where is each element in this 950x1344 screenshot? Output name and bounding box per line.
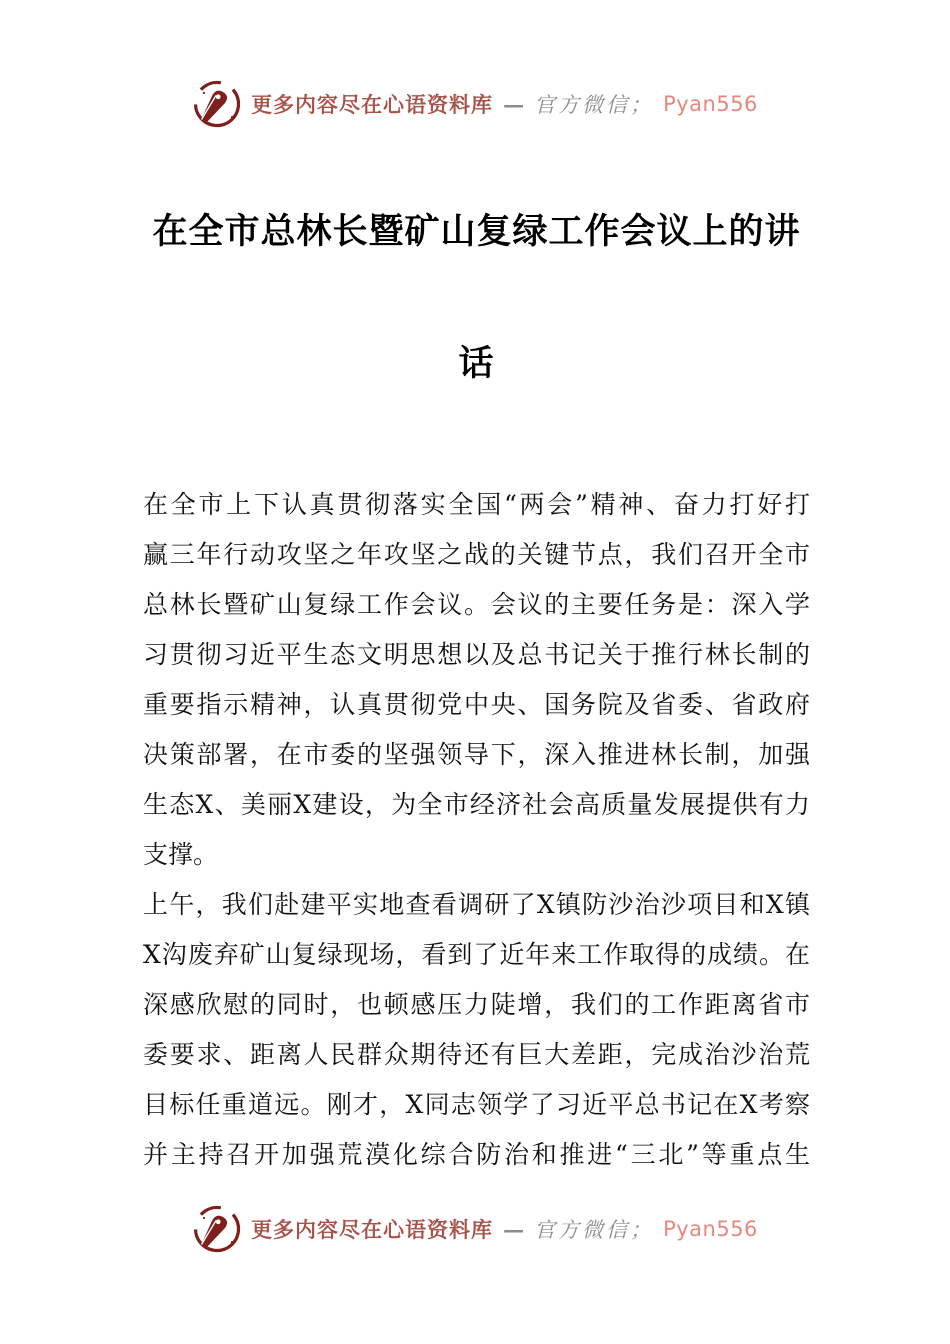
body-line: 生态X、美丽X建设，为全市经济社会高质量发展提供有力	[143, 790, 810, 819]
body-line: 支撑。	[143, 840, 219, 869]
body-line: 重要指示精神，认真贯彻党中央、国务院及省委、省政府	[143, 690, 810, 719]
watermark-brand-text: 更多内容尽在心语资料库	[251, 1217, 494, 1242]
document-title	[143, 210, 810, 386]
document-body	[143, 480, 810, 1180]
watermark-wechat-id: Pyan556	[663, 1217, 758, 1241]
watermark-footer	[0, 1203, 950, 1255]
body-line: 并主持召开加强荒漠化综合防治和推进“三北”等重点生	[143, 1140, 810, 1169]
watermark-header	[0, 78, 950, 130]
watermark-brand-text: 更多内容尽在心语资料库	[251, 92, 494, 117]
body-line: 在全市上下认真贯彻落实全国“两会”精神、奋力打好打	[143, 490, 810, 519]
pen-nib-circle-icon	[192, 79, 242, 129]
body-line: 总林长暨矿山复绿工作会议。会议的主要任务是：深入学	[143, 590, 810, 619]
body-line: 上午，我们赴建平实地查看调研了X镇防沙治沙项目和X镇	[143, 890, 810, 919]
watermark-wechat-id: Pyan556	[663, 92, 758, 116]
pen-nib-circle-icon	[192, 1204, 242, 1254]
title-line-1: 在全市总林长暨矿山复绿工作会议上的讲	[152, 211, 801, 252]
watermark-dash: —	[503, 91, 525, 117]
body-line: 决策部署，在市委的坚强领导下，深入推进林长制，加强	[143, 740, 810, 769]
body-line: 习贯彻习近平生态文明思想以及总书记关于推行林长制的	[143, 640, 810, 669]
body-line: 赢三年行动攻坚之年攻坚之战的关键节点，我们召开全市	[143, 540, 810, 569]
title-line-2: 话	[458, 343, 495, 384]
body-line: 委要求、距离人民群众期待还有巨大差距，完成治沙治荒	[143, 1040, 810, 1069]
body-line: 深感欣慰的同时，也顿感压力陡增，我们的工作距离省市	[143, 990, 810, 1019]
body-line: X沟废弃矿山复绿现场，看到了近年来工作取得的成绩。在	[143, 940, 810, 969]
watermark-wechat-label: 官方微信；	[534, 1218, 655, 1242]
watermark-wechat-label: 官方微信；	[534, 93, 655, 117]
watermark-dash: —	[503, 1216, 525, 1242]
body-line: 目标任重道远。刚才，X同志领学了习近平总书记在X考察	[143, 1090, 810, 1119]
